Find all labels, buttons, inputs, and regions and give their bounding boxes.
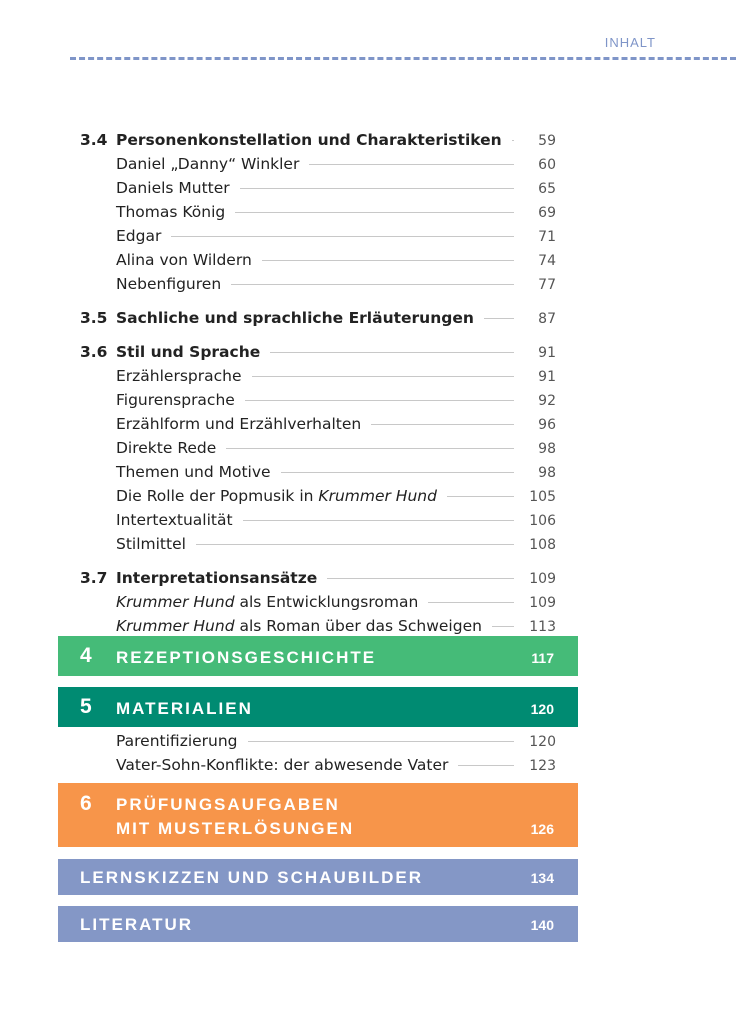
toc-leader-line [428,602,514,603]
toc-entry[interactable] [80,753,556,777]
toc-entry-title [116,614,482,638]
section-number: 5 [80,695,92,718]
toc-entry-number: 3.6 [80,343,108,361]
toc-entry-title: Interpretationsansätze [116,569,318,587]
toc-entry-page: 98 [538,441,556,457]
toc-leader-line [196,544,514,545]
toc-entry[interactable] [80,128,556,152]
toc-entry-page: 98 [538,465,556,481]
section-label: LITERATUR [80,915,194,934]
toc-leader-line [243,520,514,521]
toc-entry-title-part: als Roman über das Schweigen [234,617,482,635]
section-page: 120 [530,701,554,717]
toc-entry[interactable] [80,306,556,330]
toc-entry[interactable] [80,729,556,753]
section-label: MATERIALIEN [116,699,253,718]
toc-entry-page: 91 [538,345,556,361]
toc-entry-title: Personenkonstellation und Charakteristiken [116,131,502,149]
toc-entry[interactable] [80,614,556,638]
toc-entry[interactable] [80,484,556,508]
toc-entry-page: 65 [538,181,556,197]
toc-leader-line [309,164,514,165]
toc-entry-page: 106 [529,513,556,529]
toc-entry[interactable] [80,340,556,364]
section-label-line2: MIT MUSTERLÖSUNGEN [116,819,355,838]
toc-entry-page: 59 [538,133,556,149]
toc-entry[interactable] [80,508,556,532]
toc-leader-line [327,578,514,579]
toc-entry-number: 3.4 [80,131,108,149]
toc-entry-page: 108 [529,537,556,553]
toc-entry-title: Themen und Motive [116,463,271,481]
toc-entry-number: 3.7 [80,569,108,587]
toc-leader-line [252,376,514,377]
toc-entry[interactable] [80,590,556,614]
toc-leader-line [270,352,514,353]
toc-leader-line [458,765,514,766]
toc-leader-line [281,472,514,473]
toc-entry-title: Intertextualität [116,511,233,529]
toc-entry[interactable] [80,460,556,484]
toc-entry-page: 92 [538,393,556,409]
section-bar-lernskizzen[interactable] [58,859,578,895]
toc-entry-title [116,590,418,614]
toc-entry[interactable] [80,152,556,176]
section-label: LERNSKIZZEN UND SCHAUBILDER [80,868,423,887]
toc-entry-title: Direkte Rede [116,439,217,457]
toc-leader-line [492,626,514,627]
toc-entry-number: 3.5 [80,309,108,327]
header-dashed-rule [70,57,736,60]
toc-leader-line [447,496,514,497]
toc-entry-title: Erzählersprache [116,367,242,385]
toc-entry-title-italic: Krummer Hund [318,487,437,505]
section-bar-5[interactable] [58,687,578,727]
toc-entry-title: Erzählform und Erzählverhalten [116,415,362,433]
toc-entry-title: Daniels Mutter [116,179,230,197]
section-number: 6 [80,792,92,815]
toc-leader-line [226,448,514,449]
section-gap [80,296,556,306]
section-bar-6[interactable] [58,783,578,847]
toc-entry-page: 71 [538,229,556,245]
toc-entry-page: 69 [538,205,556,221]
toc-entry-title [116,484,437,508]
toc-entry-title: Sachliche und sprachliche Erläuterungen [116,309,474,327]
toc-leader-line [245,400,514,401]
toc-entry-page: 77 [538,277,556,293]
toc-leader-line [240,188,514,189]
toc-entry[interactable] [80,364,556,388]
section-page: 134 [530,870,554,886]
toc-entry-page: 91 [538,369,556,385]
toc-leader-line [484,318,514,319]
section-page: 117 [531,650,554,666]
toc-entry[interactable] [80,176,556,200]
toc-leader-line [231,284,514,285]
toc-entry-page: 105 [529,489,556,505]
toc-entry-page: 123 [529,758,556,774]
running-header: INHALT [604,35,656,50]
toc-entry-title: Nebenfiguren [116,275,222,293]
toc-list [80,128,556,638]
section-bar-literatur[interactable] [58,906,578,942]
toc-entry-title: Edgar [116,227,162,245]
section-bar-4[interactable] [58,636,578,676]
section-label-line1: PRÜFUNGSAUFGABEN [116,795,340,814]
toc-leader-line [512,140,514,141]
toc-entry-page: 120 [529,734,556,750]
toc-entry[interactable] [80,248,556,272]
toc-entry-page: 60 [538,157,556,173]
toc-entry-title-part: als Entwicklungsroman [234,593,419,611]
toc-entry-title: Stilmittel [116,535,186,553]
toc-entry-title: Figurensprache [116,391,235,409]
section-gap [80,556,556,566]
toc-entry[interactable] [80,436,556,460]
toc-entry-page: 87 [538,311,556,327]
toc-entry-title: Thomas König [116,203,226,221]
toc-entry-title: Vater-Sohn-Konflikte: der abwesende Vater [116,756,449,774]
toc-entry[interactable] [80,272,556,296]
toc-entry-title-italic: Krummer Hund [116,617,235,635]
toc-leader-line [235,212,514,213]
toc-entry[interactable] [80,532,556,556]
toc-entry-page: 109 [529,595,556,611]
toc-entry-title: Parentifizierung [116,732,238,750]
toc-entry-title-part: Die Rolle der Popmusik in [116,487,319,505]
toc-leader-line [248,741,514,742]
section-page: 140 [530,917,554,933]
section-number: 4 [80,644,92,667]
toc-entry-page: 109 [529,571,556,587]
toc-entry-page: 113 [529,619,556,635]
toc-entry-title: Alina von Wildern [116,251,252,269]
toc-entry-page: 96 [538,417,556,433]
toc-entry-title: Daniel „Danny“ Winkler [116,155,300,173]
toc-leader-line [371,424,514,425]
toc-leader-line [171,236,514,237]
toc-entry[interactable] [80,224,556,248]
toc-entry-title: Stil und Sprache [116,343,261,361]
section-page: 126 [530,821,554,837]
section-gap [80,330,556,340]
toc-entry-page: 74 [538,253,556,269]
materialien-list [80,729,556,777]
toc-entry[interactable] [80,200,556,224]
toc-leader-line [262,260,514,261]
section-label: REZEPTIONSGESCHICHTE [116,648,377,667]
toc-entry[interactable] [80,388,556,412]
toc-entry[interactable] [80,566,556,590]
toc-entry-title-italic: Krummer Hund [116,593,235,611]
toc-entry[interactable] [80,412,556,436]
